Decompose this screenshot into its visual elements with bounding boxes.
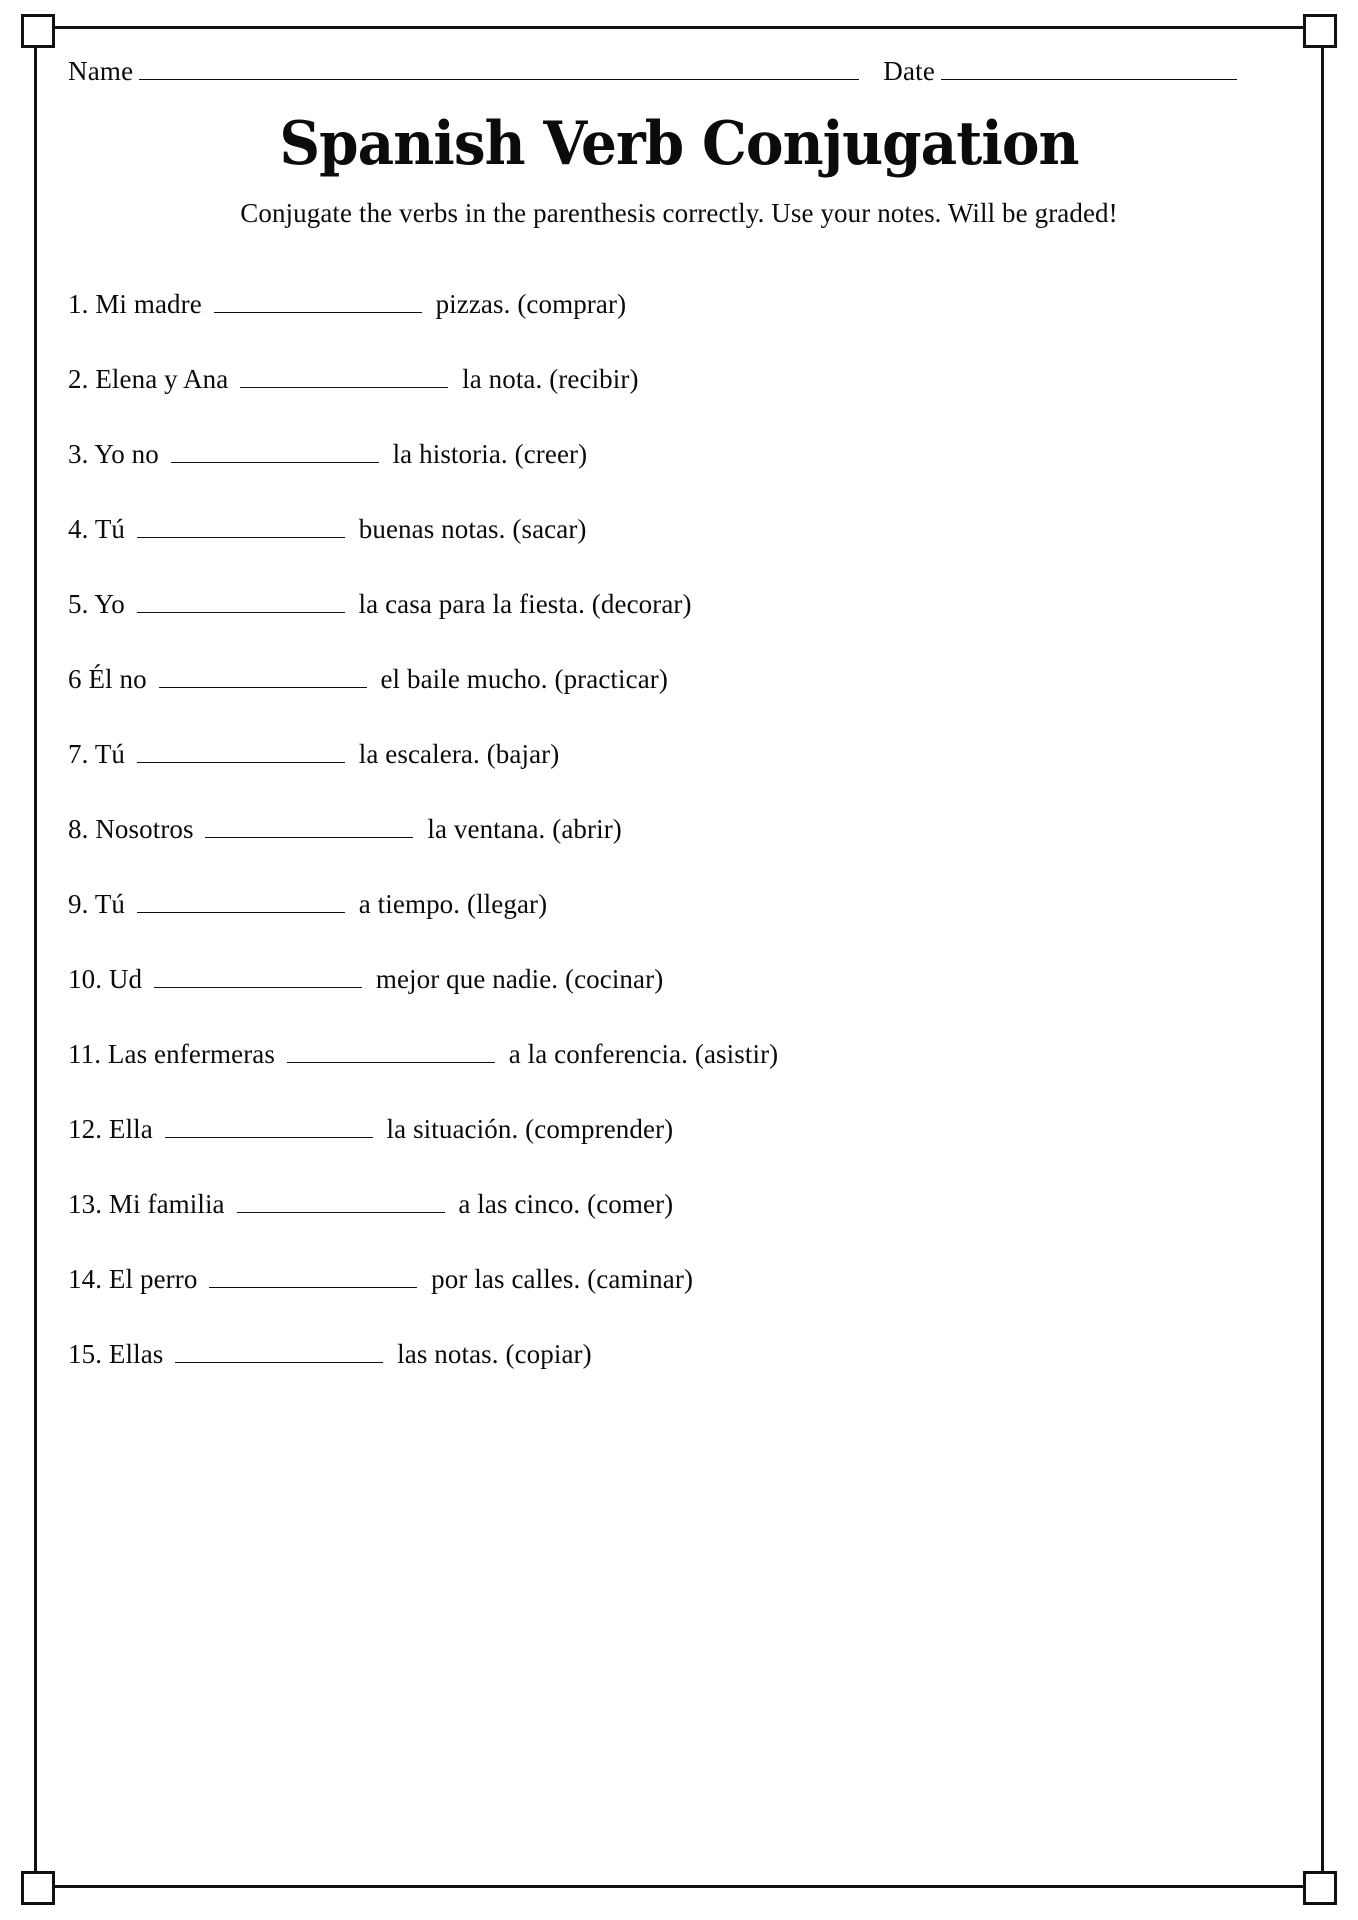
- date-label: Date: [883, 56, 936, 86]
- answer-blank[interactable]: [137, 520, 345, 538]
- question-number: 14.: [68, 1264, 103, 1294]
- question-text-after: la casa para la fiesta. (decorar): [358, 589, 692, 619]
- worksheet-content: [68, 56, 1290, 1416]
- answer-blank[interactable]: [137, 895, 345, 913]
- name-date-row: [68, 56, 1290, 87]
- question-text-after: a la conferencia. (asistir): [508, 1039, 779, 1069]
- question-number: 1.: [68, 289, 89, 319]
- question-text-before: Mi madre: [95, 289, 202, 319]
- corner-mark-bottom-right: [1303, 1871, 1337, 1905]
- question-text-after: la ventana. (abrir): [427, 814, 622, 844]
- question-item: [68, 966, 1290, 993]
- answer-blank[interactable]: [205, 820, 413, 838]
- answer-blank[interactable]: [165, 1120, 373, 1138]
- question-text-after: la historia. (creer): [392, 439, 588, 469]
- corner-mark-top-left: [21, 14, 55, 48]
- name-label: Name: [68, 56, 134, 86]
- question-text-before: Elena y Ana: [95, 364, 229, 394]
- question-text-after: por las calles. (caminar): [431, 1264, 694, 1294]
- answer-blank[interactable]: [175, 1345, 383, 1363]
- page-title: Spanish Verb Conjugation: [279, 109, 1079, 179]
- question-item: [68, 741, 1290, 768]
- question-number: 2.: [68, 364, 89, 394]
- question-number: 5.: [68, 589, 89, 619]
- question-text-before: Yo: [94, 589, 125, 619]
- question-text-before: Nosotros: [95, 814, 194, 844]
- question-item: [68, 1116, 1290, 1143]
- answer-blank[interactable]: [137, 595, 345, 613]
- name-write-line[interactable]: [139, 59, 859, 80]
- question-text-after: la situación. (comprender): [386, 1114, 674, 1144]
- question-number: 9.: [68, 889, 89, 919]
- question-number: 12.: [68, 1114, 103, 1144]
- answer-blank[interactable]: [137, 745, 345, 763]
- question-item: [68, 516, 1290, 543]
- question-text-before: Ellas: [108, 1339, 164, 1369]
- question-number: 3.: [68, 439, 89, 469]
- question-text-before: Mi familia: [108, 1189, 225, 1219]
- question-text-before: Ud: [108, 964, 143, 994]
- question-item: [68, 1341, 1290, 1368]
- answer-blank[interactable]: [214, 295, 422, 313]
- question-text-before: Él no: [88, 664, 147, 694]
- question-item: [68, 1191, 1290, 1218]
- answer-blank[interactable]: [287, 1045, 495, 1063]
- question-number: 6: [68, 664, 82, 694]
- question-text-after: pizzas. (comprar): [435, 289, 627, 319]
- date-write-line[interactable]: [941, 59, 1237, 80]
- question-text-before: El perro: [108, 1264, 198, 1294]
- question-item: [68, 816, 1290, 843]
- question-text-before: Tú: [94, 739, 126, 769]
- corner-mark-bottom-left: [21, 1871, 55, 1905]
- question-number: 11.: [68, 1039, 102, 1069]
- question-number: 10.: [68, 964, 103, 994]
- instructions: Conjugate the verbs in the parenthesis correctly. Use your notes. Will be graded!: [240, 198, 1118, 228]
- question-item: [68, 891, 1290, 918]
- question-text-before: Tú: [94, 514, 126, 544]
- question-number: 7.: [68, 739, 89, 769]
- question-text-before: Yo no: [94, 439, 159, 469]
- question-text-after: mejor que nadie. (cocinar): [375, 964, 664, 994]
- question-item: [68, 591, 1290, 618]
- question-number: 15.: [68, 1339, 103, 1369]
- question-text-after: la nota. (recibir): [462, 364, 639, 394]
- question-text-before: Tú: [94, 889, 126, 919]
- question-text-after: buenas notas. (sacar): [358, 514, 587, 544]
- question-item: [68, 1266, 1290, 1293]
- question-text-after: la escalera. (bajar): [358, 739, 560, 769]
- question-item: [68, 291, 1290, 318]
- answer-blank[interactable]: [209, 1270, 417, 1288]
- answer-blank[interactable]: [159, 670, 367, 688]
- answer-blank[interactable]: [237, 1195, 445, 1213]
- answer-blank[interactable]: [171, 445, 379, 463]
- question-text-after: las notas. (copiar): [397, 1339, 592, 1369]
- question-text-before: Ella: [108, 1114, 153, 1144]
- question-number: 8.: [68, 814, 89, 844]
- question-item: [68, 1041, 1290, 1068]
- question-text-before: Las enfermeras: [107, 1039, 275, 1069]
- question-number: 4.: [68, 514, 89, 544]
- question-text-after: a tiempo. (llegar): [358, 889, 548, 919]
- question-list: [68, 291, 1290, 1368]
- question-item: [68, 441, 1290, 468]
- question-item: [68, 666, 1290, 693]
- question-text-after: el baile mucho. (practicar): [380, 664, 668, 694]
- question-number: 13.: [68, 1189, 103, 1219]
- question-text-after: a las cinco. (comer): [458, 1189, 674, 1219]
- corner-mark-top-right: [1303, 14, 1337, 48]
- question-item: [68, 366, 1290, 393]
- answer-blank[interactable]: [154, 970, 362, 988]
- answer-blank[interactable]: [240, 370, 448, 388]
